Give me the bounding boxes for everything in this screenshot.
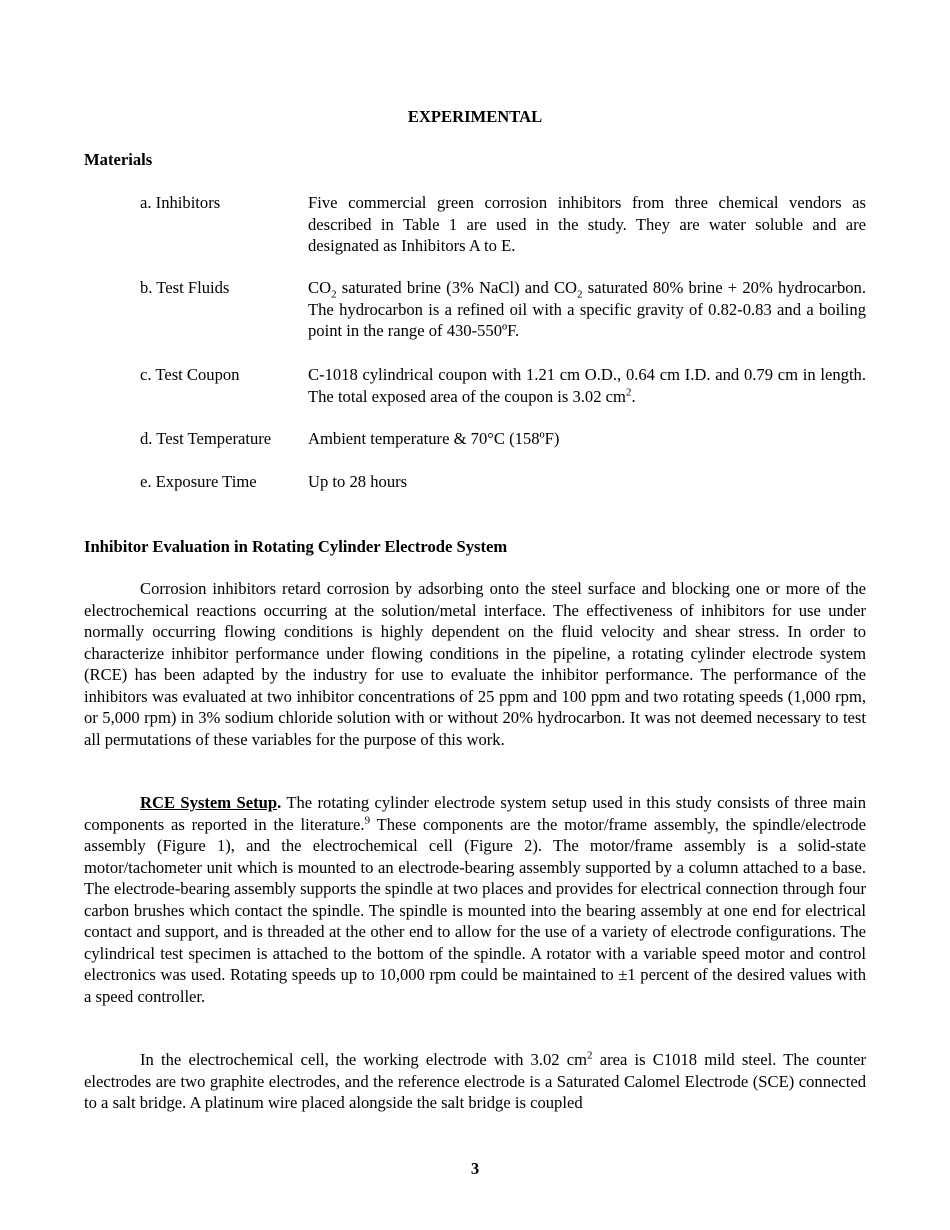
material-label-exposure-time: e. Exposure Time [140,472,257,491]
paragraph-electrochemical-cell [84,1049,866,1114]
material-label-inhibitors: a. Inhibitors [140,193,221,212]
material-desc-exposure-time: Up to 28 hours [308,472,408,491]
fluids-text-3: saturated 80% brine + 20% hydrocarbon. The hydrocarbon is a refined oil with a specific gravity of 0.82-0.83 and a boiling point in the range of 430-550ºF. [308,278,866,340]
fluids-subscript-2: 2 [577,288,583,301]
fluids-subscript-1: 2 [331,288,337,301]
fluids-text-1: CO [308,278,332,297]
material-desc-test-coupon [308,364,866,407]
coupon-text-1: C-1018 cylindrical coupon with 1.21 cm O.D., 0.64 cm I.D. and 0.79 cm in length. The total exposed area of the coupon is 3.02 cm [308,365,866,406]
cell-text-2: area is C1018 mild steel. The counter electrodes are two graphite electrodes, and the reference electrode is a Saturated Calomel Electrode (SCE) connected to a salt bridge. A platinum wire placed alongside the salt bridge is coupled [84,1050,866,1112]
rce-setup-runin-period: . [277,793,282,812]
paragraph-inhibitor-evaluation: Corrosion inhibitors retard corrosion by adsorbing onto the steel surface and blocking one or more of the electrochemical reactions occurring at the solution/metal interface. The effectiveness of inhibitors for use under normally occurring flowing conditions is highly dependent on the fluid velocity and shear stress. In order to characterize inhibitor performance under flowing conditions in the pipeline, a rotating cylinder electrode system (RCE) has been adapted by the industry for use to evaluate the inhibitor performance. The performance of the inhibitors was evaluated at two inhibitor concentrations of 25 ppm and 100 ppm and two rotating speeds (1,000 rpm, or 5,000 rpm) in 3% sodium chloride solution with or without 20% hydrocarbon. It was not deemed necessary to test all permutations of these variables for the purpose of this work. [84,579,866,749]
page-number: 3 [470,1159,480,1178]
material-label-test-temperature: d. Test Temperature [140,429,272,448]
citation-superscript: 9 [364,813,371,826]
coupon-superscript: 2 [625,385,632,398]
material-desc-inhibitors: Five commercial green corrosion inhibitors from three chemical vendors as described in Table 1 are used in the study. They are water soluble and are designated as Inhibitors A to E. [308,193,866,255]
rce-setup-text-2: These components are the motor/frame assembly, the spindle/electrode assembly (Figure 1), and the electrochemical cell (Figure 2). The motor/frame assembly is a solid-state motor/tachometer unit which is mounted to an electrode-bearing assembly supported by a column attached to a base. The electrode-bearing assembly supports the spindle at two places and provides for electrical connection through four carbon brushes which contact the spindle. The spindle is mounted into the bearing assembly at one end for electrical contact and support, and is threaded at the other end to allow for the use of a variety of electrode configurations. The cylindrical test specimen is attached to the bottom of the spindle. A rotator with a variable speed motor and control electronics was used. Rotating speeds up to 10,000 rpm could be maintained to ±1 percent of the desired values with a speed controller. [84,814,866,1006]
fluids-text-2: saturated brine (3% NaCl) and CO [336,278,578,297]
page-title: EXPERIMENTAL [407,107,543,126]
material-desc-test-fluids [308,277,866,342]
rce-setup-text-1: The rotating cylinder electrode system setup used in this study consists of three main components as reported in the literature. [84,793,866,834]
material-label-test-coupon: c. Test Coupon [140,365,240,384]
materials-heading: Materials [84,150,153,169]
coupon-text-2: . [631,386,636,406]
rce-setup-runin-heading: RCE System Setup [140,793,278,812]
section-heading: Inhibitor Evaluation in Rotating Cylinder Electrode System [84,537,508,556]
cell-text-1: In the electrochemical cell, the working electrode with 3.02 cm [140,1050,588,1069]
paragraph-rce-setup [84,792,866,1007]
material-label-test-fluids: b. Test Fluids [140,278,230,297]
cell-superscript: 2 [587,1049,593,1062]
material-desc-test-temperature: Ambient temperature & 70°C (158ºF) [308,429,560,448]
